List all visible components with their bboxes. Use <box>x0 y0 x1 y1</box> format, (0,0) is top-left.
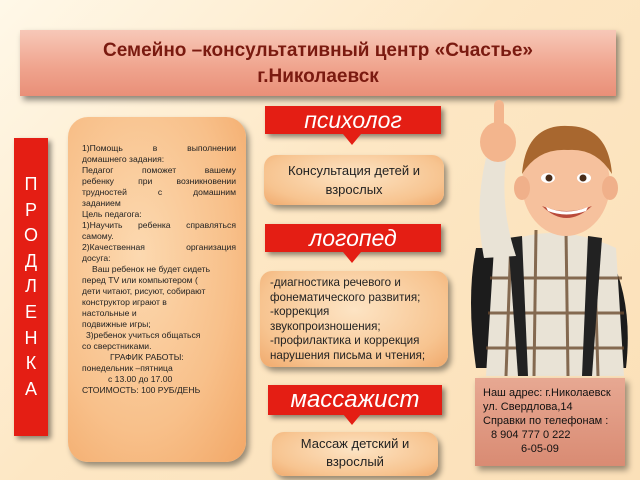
service-line: звукопроизношения; <box>270 319 381 333</box>
leisure-line-1: Ваш ребенок не будет сидеть <box>92 264 211 274</box>
schedule-title: ГРАФИК РАБОТЫ: <box>110 352 184 362</box>
leisure-line-2: перед TV или компьютером ( <box>82 275 198 285</box>
phone-number-2: 6-05-09 <box>521 443 559 455</box>
teacher-line-2: ребенку при возникновении <box>82 176 237 186</box>
leisure-line-6: подвижные игры; <box>82 319 151 329</box>
price: СТОИМОСТЬ: 100 РУБ/ДЕНЬ <box>82 385 201 395</box>
side-letter: Н <box>24 327 38 348</box>
goal-2-tail: досуга: <box>82 253 111 263</box>
prodlenka-vertical-label <box>14 138 48 436</box>
address-box <box>475 378 625 466</box>
title-banner <box>20 30 616 96</box>
side-letter: Е <box>24 301 37 322</box>
address-line: Наш адрес: г.Николаевск <box>483 387 611 399</box>
side-letter: О <box>23 225 38 246</box>
service-line: нарушения письма и чтения; <box>270 348 426 362</box>
side-letter: Л <box>25 276 37 297</box>
down-arrow-icon <box>343 252 361 263</box>
leisure-line-5: настольные и <box>82 308 137 318</box>
phone-number: 8 904 777 0 222 <box>491 429 571 441</box>
banner-title: Семейно –консультативный центр «Счастье» <box>102 40 533 61</box>
goal-3-tail: со сверстниками. <box>82 341 152 351</box>
side-letter: К <box>25 353 37 374</box>
psychologist-description: Консультация детей и взрослых <box>264 155 444 205</box>
massage-heading: массажист <box>268 385 442 415</box>
side-letter: Д <box>24 250 38 271</box>
leisure-line-4: конструктор играют в <box>82 297 167 307</box>
boy-thumbs-up-illustration <box>456 98 640 376</box>
service-line: -коррекция <box>270 305 330 318</box>
goal-1-tail: самому. <box>82 231 114 241</box>
leisure-line-3: дети читают, рисуют, собирают <box>82 286 206 296</box>
speech-therapist-heading: логопед <box>265 224 441 252</box>
schedule-days: понедельник –пятница <box>82 363 173 373</box>
help-line: 1)Помощь в выполнении <box>82 143 237 153</box>
down-arrow-icon <box>343 414 361 425</box>
teacher-line: Педагог поможет вашему <box>82 165 237 175</box>
side-letter: П <box>24 174 38 194</box>
side-letter: Р <box>24 199 37 220</box>
service-line: фонематического развития; <box>270 290 421 304</box>
service-line: -профилактика и коррекция <box>270 334 420 347</box>
psychologist-heading: психолог <box>265 106 441 134</box>
teacher-line-3: трудностей с домашним <box>82 187 236 197</box>
speech-therapist-services <box>260 271 448 367</box>
street-line: ул. Свердлова,14 <box>483 401 573 413</box>
goal-3: 3)ребенок учиться общаться <box>86 330 201 340</box>
teacher-line-4: заданием <box>82 198 121 208</box>
after-school-info-box <box>68 117 246 462</box>
help-line-2: домашнего задания: <box>82 154 165 164</box>
goal-2: 2)Качественная организация <box>82 242 236 252</box>
phone-heading: Справки по телефонам : <box>483 415 609 427</box>
schedule-time: с 13.00 до 17.00 <box>108 374 173 384</box>
service-line: -диагностика речевого и <box>270 276 401 289</box>
banner-city: г.Николаевск <box>257 66 379 87</box>
side-letter: А <box>24 378 37 399</box>
goal-1: 1)Научить ребенка справляться <box>82 220 236 230</box>
down-arrow-icon <box>343 134 361 145</box>
goal-heading: Цель педагога: <box>82 209 142 219</box>
massage-description: Массаж детский и взрослый <box>272 432 438 476</box>
